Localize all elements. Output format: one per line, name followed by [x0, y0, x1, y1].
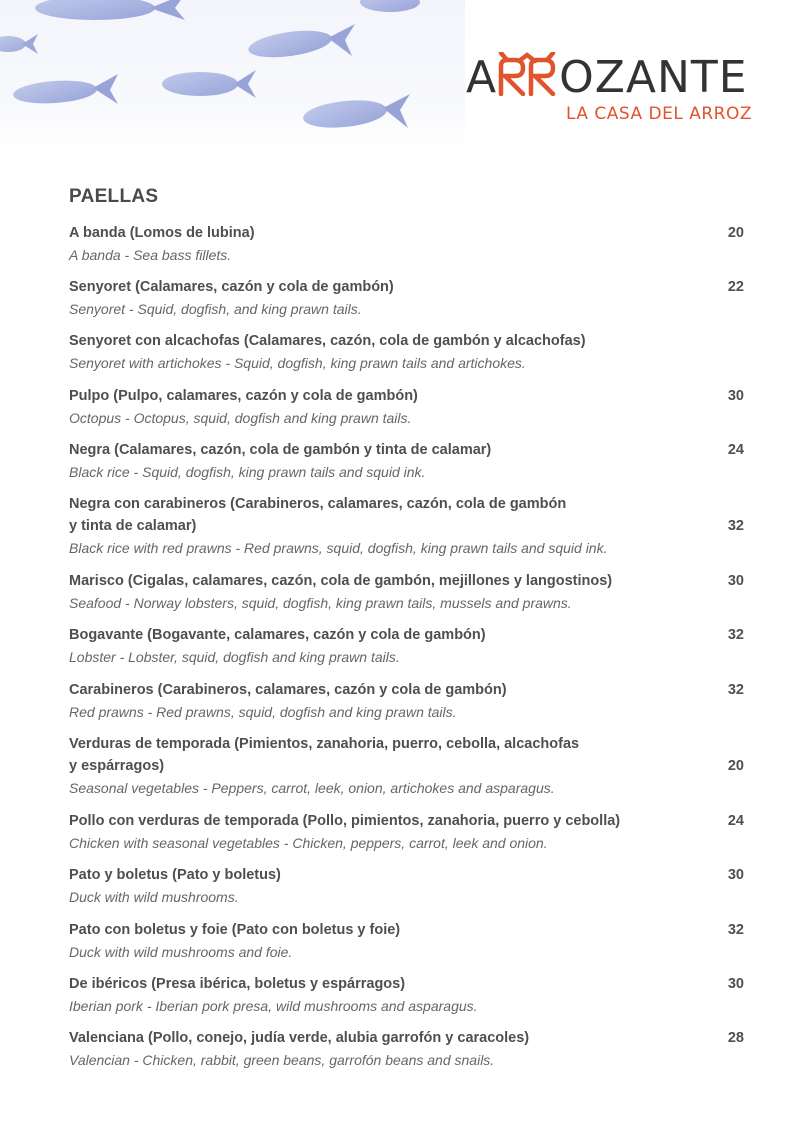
menu-item-name: Pollo con verduras de temporada (Pollo, pimientos, zanahoria, puerro y cebolla): [69, 813, 621, 829]
fish-icon: [35, 0, 185, 20]
menu-item-name: Valenciana (Pollo, conejo, judía verde, alubia garrofón y caracoles): [69, 1030, 530, 1046]
menu-item: [69, 330, 744, 374]
fish-illustration: [0, 0, 465, 150]
menu-item: [69, 493, 744, 559]
fish-icon: [360, 0, 420, 12]
menu-item-price: 32: [727, 682, 744, 698]
menu-item-name: Pato y boletus (Pato y boletus): [69, 867, 281, 883]
menu-item: [69, 864, 744, 908]
menu-item: [69, 439, 744, 483]
fish-icon: [162, 70, 256, 98]
menu-item-price: 28: [727, 1030, 744, 1046]
menu-item-price: 30: [727, 573, 744, 589]
menu-item-description: Black rice with red prawns - Red prawns, squid, dogfish, king prawn tails and squid ink.: [69, 540, 608, 556]
menu-item-price: 32: [727, 922, 744, 938]
menu-item-name: Negra (Calamares, cazón, cola de gambón y tinta de calamar): [69, 442, 492, 458]
brand-prefix: A: [466, 52, 498, 103]
menu-item: [69, 919, 744, 963]
brand-wordmark: [466, 52, 748, 102]
menu-item-description: Seasonal vegetables - Peppers, carrot, leek, onion, artichokes and asparagus.: [69, 780, 555, 796]
fish-icon: [247, 24, 355, 62]
menu-item-price: 30: [727, 976, 744, 992]
menu-item: [69, 385, 744, 429]
menu-item-description: Lobster - Lobster, squid, dogfish and king prawn tails.: [69, 649, 400, 665]
menu-item-price: 20: [727, 225, 744, 241]
menu-item-price: 20: [727, 758, 744, 774]
menu-item-description: Senyoret with artichokes - Squid, dogfish, king prawn tails and artichokes.: [69, 355, 526, 371]
menu-item-price: 32: [727, 627, 744, 643]
menu-item: [69, 570, 744, 614]
menu-item-name: Pato con boletus y foie (Pato con boletus y foie): [69, 922, 401, 938]
menu-item: [69, 679, 744, 723]
menu-item-price: 30: [727, 867, 744, 883]
menu-item-description: Duck with wild mushrooms and foie.: [69, 944, 293, 960]
menu-item-description: Duck with wild mushrooms.: [69, 889, 239, 905]
brand-suffix: OZANTE: [559, 52, 748, 103]
menu-item-description: Chicken with seasonal vegetables - Chicken, peppers, carrot, leek and onion.: [69, 835, 548, 851]
fish-icon: [302, 94, 410, 131]
menu-item-name: A banda (Lomos de lubina): [69, 225, 255, 241]
menu-item-description: Iberian pork - Iberian pork presa, wild mushrooms and asparagus.: [69, 998, 478, 1014]
menu-item-description: Octopus - Octopus, squid, dogfish and king prawn tails.: [69, 410, 412, 426]
fish-icon: [12, 74, 118, 106]
menu-item-price: 22: [727, 279, 744, 295]
menu-item-description: Senyoret - Squid, dogfish, and king prawn tails.: [69, 301, 362, 317]
menu-item: [69, 973, 744, 1017]
menu-item: [69, 222, 744, 266]
menu-item-name: Senyoret con alcachofas (Calamares, cazón, cola de gambón y alcachofas): [69, 333, 586, 349]
menu-item-name: Marisco (Cigalas, calamares, cazón, cola de gambón, mejillones y langostinos): [69, 573, 613, 589]
section-title: PAELLAS: [69, 186, 159, 207]
menu-item-name: Carabineros (Carabineros, calamares, cazón y cola de gambón): [69, 682, 507, 698]
menu-item-name: Pulpo (Pulpo, calamares, cazón y cola de gambón): [69, 388, 418, 404]
menu-item: [69, 810, 744, 854]
menu-item-description: Red prawns - Red prawns, squid, dogfish and king prawn tails.: [69, 704, 457, 720]
menu-item-description: Valencian - Chicken, rabbit, green beans, garrofón beans and snails.: [69, 1052, 495, 1068]
brand-tagline: LA CASA DEL ARROZ: [566, 104, 753, 124]
menu-item-price: 24: [727, 813, 744, 829]
brand-logo: [466, 52, 756, 132]
menu-item: [69, 624, 744, 668]
menu-item-name: Negra con carabineros (Carabineros, calamares, cazón, cola de gambón y tinta de calamar): [69, 496, 567, 534]
menu-item-price: 32: [727, 518, 744, 534]
fish-watercolor-decoration: [0, 0, 465, 150]
menu-item-price: 24: [727, 442, 744, 458]
menu-item: [69, 733, 744, 799]
double-r-logo-icon: [497, 52, 559, 96]
menu-item-description: Black rice - Squid, dogfish, king prawn tails and squid ink.: [69, 464, 426, 480]
menu-item-name: Verduras de temporada (Pimientos, zanahoria, puerro, cebolla, alcachofas y espárragos): [69, 736, 580, 774]
menu-item-name: Bogavante (Bogavante, calamares, cazón y cola de gambón): [69, 627, 486, 643]
menu-item-name: Senyoret (Calamares, cazón y cola de gambón): [69, 279, 394, 295]
menu-item: [69, 1027, 744, 1071]
fish-icon: [0, 34, 38, 54]
menu-item-description: Seafood - Norway lobsters, squid, dogfish, king prawn tails, mussels and prawns.: [69, 595, 572, 611]
menu-item-description: A banda - Sea bass fillets.: [69, 247, 232, 263]
menu-item-price: 30: [727, 388, 744, 404]
menu-item: [69, 276, 744, 320]
menu-item-name: De ibéricos (Presa ibérica, boletus y espárragos): [69, 976, 406, 992]
